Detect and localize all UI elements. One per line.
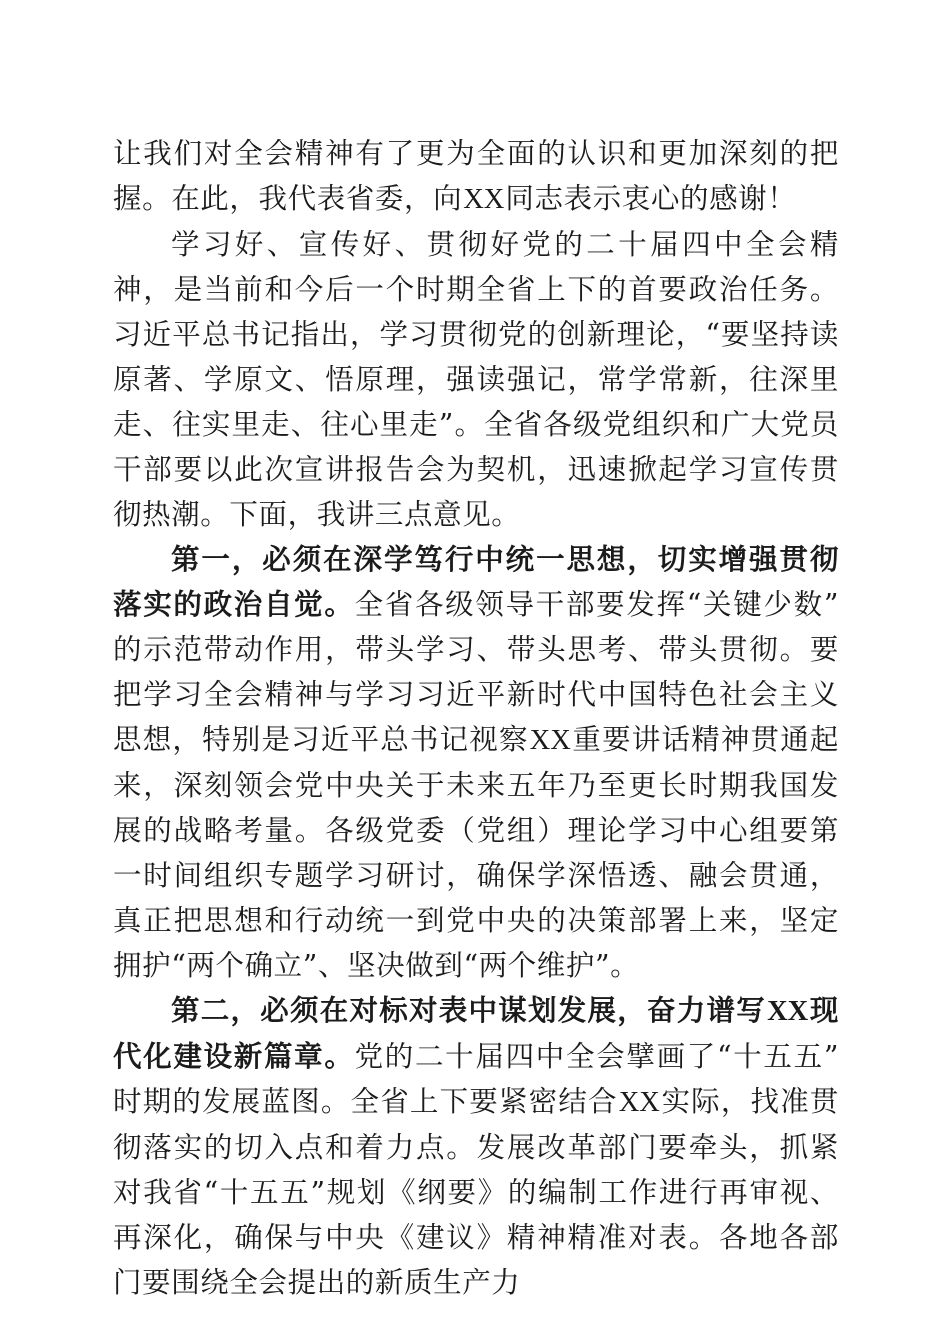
latin-placeholder: XX [618,1087,660,1118]
paragraph-point-one [113,537,839,988]
paragraph-body: 党的二十届四中全会擘画了“十五五”时期的发展蓝图。全省上下要紧密结合XX实际，找准贯彻落实的切入点和着力点。发展改革部门要牵头，抓紧对我省“十五五”规划《纲要》的编制工作进行再审视、再深化，确保与中央《建议》精神精准对表。各地各部门要围绕全会提出的新质生产力 [113,1040,840,1299]
document-text-column [113,131,839,1305]
paragraph-body: 学习好、宣传好、贯彻好党的二十届四中全会精神，是当前和今后一个时期全省上下的首要政治任务。习近平总书记指出，学习贯彻党的创新理论，“要坚持读原著、学原文、悟原理，强读强记，常学常新，往深里走、往实里走、往心里走”。全省各级党组织和广大党员干部要以此次宣讲报告会为契机，迅速掀起学习宣传贯彻热潮。下面，我讲三点意见。 [113,228,839,531]
latin-placeholder: XX [767,996,809,1027]
latin-placeholder: XX [463,184,505,215]
paragraph-continuation [113,131,839,222]
paragraph-lead-heading: 第一，必须在深学笃行中统一思想，切实增强贯彻落实的政治自觉。 [113,542,839,621]
paragraph-point-two [113,988,839,1305]
paragraph-body: 全省各级领导干部要发挥“关键少数”的示范带动作用，带头学习、带头思考、带头贯彻。要把学习全会精神与学习习近平新时代中国特色社会主义思想，特别是习近平总书记视察XX重要讲话精神贯通起来，深刻领会党中央关于未来五年乃至更长时期我国发展的战略考量。各级党委（党组）理论学习中心组要第一时间组织专题学习研讨，确保学深悟透、融会贯通，真正把思想和行动统一到党中央的决策部署上来，坚定拥护“两个确立”、坚决做到“两个维护”。 [113,588,840,982]
paragraph-body: 让我们对全会精神有了更为全面的认识和更加深刻的把握。在此，我代表省委，向XX同志表示衷心的感谢！ [113,137,839,215]
latin-placeholder: XX [529,725,571,756]
paragraph-study-task [113,222,839,537]
paragraph-lead-heading: 第二，必须在对标对表中谋划发展，奋力谱写XX现代化建设新篇章。 [113,993,839,1073]
